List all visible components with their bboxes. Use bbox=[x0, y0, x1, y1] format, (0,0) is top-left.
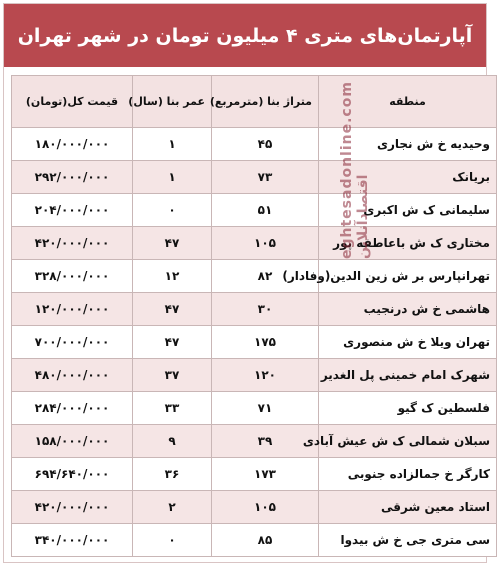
cell-size: ۱۰۵ bbox=[212, 491, 319, 524]
cell-price: ۴۸۰/۰۰۰/۰۰۰ bbox=[12, 359, 133, 392]
cell-age: ۲ bbox=[133, 491, 212, 524]
table-row bbox=[12, 128, 497, 161]
cell-price: ۳۴۰/۰۰۰/۰۰۰ bbox=[12, 524, 133, 557]
table-row bbox=[12, 293, 497, 326]
cell-price: ۱۲۰/۰۰۰/۰۰۰ bbox=[12, 293, 133, 326]
cell-price: ۴۲۰/۰۰۰/۰۰۰ bbox=[12, 491, 133, 524]
cell-area: سی متری جی خ ش بیدوا bbox=[319, 524, 497, 557]
cell-area: هاشمی خ ش درنجیب bbox=[319, 293, 497, 326]
cell-age: ۳۶ bbox=[133, 458, 212, 491]
cell-price: ۳۲۸/۰۰۰/۰۰۰ bbox=[12, 260, 133, 293]
cell-age: ۱ bbox=[133, 161, 212, 194]
table-row bbox=[12, 161, 497, 194]
cell-area: کارگر خ جمالزاده جنوبی bbox=[319, 458, 497, 491]
cell-area: سبلان شمالی ک ش عیش آبادی bbox=[319, 425, 497, 458]
cell-price: ۷۰۰/۰۰۰/۰۰۰ bbox=[12, 326, 133, 359]
cell-size: ۳۹ bbox=[212, 425, 319, 458]
cell-age: ۹ bbox=[133, 425, 212, 458]
cell-price: ۶۹۴/۶۴۰/۰۰۰ bbox=[12, 458, 133, 491]
cell-age: ۴۷ bbox=[133, 293, 212, 326]
cell-area: تهرانپارس بر ش زین الدین(وفادار) bbox=[319, 260, 497, 293]
cell-price: ۱۵۸/۰۰۰/۰۰۰ bbox=[12, 425, 133, 458]
watermark: eghtesadonline.com اقتصادآنلاین bbox=[339, 81, 371, 259]
cell-size: ۱۰۵ bbox=[212, 227, 319, 260]
table-row bbox=[12, 227, 497, 260]
cell-size: ۷۳ bbox=[212, 161, 319, 194]
table-row bbox=[12, 524, 497, 557]
cell-size: ۳۰ bbox=[212, 293, 319, 326]
table-row bbox=[12, 260, 497, 293]
col-header-price: قیمت کل(تومان) bbox=[12, 76, 133, 128]
cell-area: تهران ویلا خ ش منصوری bbox=[319, 326, 497, 359]
cell-area: استاد معین شرقی bbox=[319, 491, 497, 524]
col-header-size: متراژ بنا (مترمربع) bbox=[212, 76, 319, 128]
cell-age: ۴۷ bbox=[133, 326, 212, 359]
cell-age: ۳۳ bbox=[133, 392, 212, 425]
table-row bbox=[12, 425, 497, 458]
cell-size: ۷۱ bbox=[212, 392, 319, 425]
table-row bbox=[12, 326, 497, 359]
cell-area: مختاری ک ش باعاطفه پور bbox=[319, 227, 497, 260]
cell-age: ۴۷ bbox=[133, 227, 212, 260]
header-row bbox=[12, 76, 497, 128]
cell-age: ۳۷ bbox=[133, 359, 212, 392]
cell-size: ۱۲۰ bbox=[212, 359, 319, 392]
table-row bbox=[12, 458, 497, 491]
cell-age: ۰ bbox=[133, 194, 212, 227]
table-row bbox=[12, 491, 497, 524]
cell-price: ۴۲۰/۰۰۰/۰۰۰ bbox=[12, 227, 133, 260]
cell-age: ۰ bbox=[133, 524, 212, 557]
table-frame bbox=[3, 3, 490, 563]
table-row bbox=[12, 194, 497, 227]
cell-size: ۴۵ bbox=[212, 128, 319, 161]
price-table bbox=[11, 75, 497, 557]
cell-area: سلیمانی ک ش اکبری bbox=[319, 194, 497, 227]
cell-area: بریانک bbox=[319, 161, 497, 194]
cell-price: ۲۹۲/۰۰۰/۰۰۰ bbox=[12, 161, 133, 194]
cell-size: ۸۲ bbox=[212, 260, 319, 293]
cell-area: فلسطین ک گیو bbox=[319, 392, 497, 425]
cell-area: شهرک امام خمینی پل الغدیر bbox=[319, 359, 497, 392]
cell-price: ۲۸۴/۰۰۰/۰۰۰ bbox=[12, 392, 133, 425]
page-title: آپارتمان‌های متری ۴ میلیون تومان در شهر تهران bbox=[4, 4, 486, 67]
col-header-age: عمر بنا (سال) bbox=[133, 76, 212, 128]
cell-age: ۱۲ bbox=[133, 260, 212, 293]
cell-price: ۱۸۰/۰۰۰/۰۰۰ bbox=[12, 128, 133, 161]
table-row bbox=[12, 359, 497, 392]
cell-size: ۱۷۵ bbox=[212, 326, 319, 359]
cell-age: ۱ bbox=[133, 128, 212, 161]
cell-size: ۱۷۳ bbox=[212, 458, 319, 491]
cell-size: ۵۱ bbox=[212, 194, 319, 227]
cell-area: وحیدیه خ ش نجاری bbox=[319, 128, 497, 161]
table-row bbox=[12, 392, 497, 425]
cell-price: ۲۰۴/۰۰۰/۰۰۰ bbox=[12, 194, 133, 227]
cell-size: ۸۵ bbox=[212, 524, 319, 557]
col-header-area: منطقه bbox=[319, 76, 497, 128]
